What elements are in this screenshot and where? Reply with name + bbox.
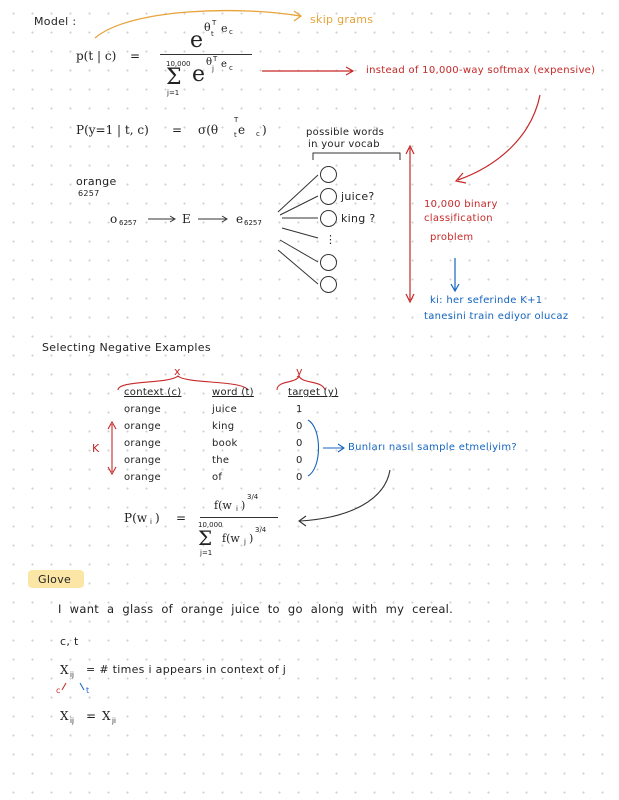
softmax-den-theta-j: j xyxy=(212,65,214,73)
pw-lhs: P(w xyxy=(124,511,148,525)
row-word: book xyxy=(212,438,238,449)
x-label: x xyxy=(174,365,181,378)
softmax-equals: = xyxy=(130,49,141,63)
negative-examples-heading: Selecting Negative Examples xyxy=(42,341,211,354)
embedding-vector-e: e xyxy=(236,212,244,226)
vocab-ellipsis: ⋮ xyxy=(325,233,336,246)
sigmoid-rhs-c: c xyxy=(256,130,260,138)
turkish-note-line2: tanesini train ediyor olucaz xyxy=(424,311,569,322)
pw-sum-bottom: j=1 xyxy=(200,549,213,557)
glove-sentence: I want a glass of orange juice to go along with my cereal. xyxy=(58,602,454,616)
pw-denominator-close: ) xyxy=(249,532,254,545)
softmax-sum-symbol: Σ xyxy=(166,65,182,90)
juice-label: juice? xyxy=(341,190,375,203)
softmax-num-theta-t: t xyxy=(211,30,214,38)
softmax-den-theta-T: T xyxy=(213,55,218,63)
pw-sum-symbol: Σ xyxy=(198,526,213,550)
skip-grams-note: skip grams xyxy=(310,13,374,26)
softmax-den-c: c xyxy=(229,64,233,72)
c-mark: c xyxy=(56,686,61,695)
model-heading: Model : xyxy=(34,15,77,28)
xij-definition: = # times i appears in context of j xyxy=(86,663,287,676)
softmax-sum-bottom: j=1 xyxy=(167,89,180,97)
pw-numerator-close: ) xyxy=(241,499,246,512)
output-node-6 xyxy=(320,276,337,293)
sigmoid-rhs: σ(θ xyxy=(198,123,219,137)
sigmoid-rhs-e: e xyxy=(238,123,246,137)
in-vocab-label: in your vocab xyxy=(308,139,380,150)
sigmoid-equals: = xyxy=(172,123,183,137)
output-node-king xyxy=(320,210,337,227)
row-word: the xyxy=(212,455,230,466)
softmax-sum-top: 10,000 xyxy=(166,60,191,68)
row-context: orange xyxy=(124,472,161,483)
row-target: 0 xyxy=(296,438,303,449)
softmax-denominator-e: e xyxy=(192,62,206,87)
possible-words-label: possible words xyxy=(306,127,385,138)
xij-sub: ij xyxy=(70,671,74,679)
pw-lhs-sub: i xyxy=(150,518,152,526)
softmax-fraction-line xyxy=(160,54,252,55)
instead-note: instead of 10,000-way softmax (expensive) xyxy=(366,65,596,76)
sym-lhs: X xyxy=(60,709,69,723)
row-target: 0 xyxy=(296,472,303,483)
sample-question: Bunları nasıl sample etmeliyim? xyxy=(348,442,518,453)
embedding-vector-sub: 6257 xyxy=(244,219,262,227)
row-word: king xyxy=(212,421,235,432)
pw-lhs-close: ) xyxy=(155,511,160,525)
binary-note-line1: 10,000 binary xyxy=(424,199,498,210)
softmax-num-c: c xyxy=(229,28,233,36)
pw-fraction-line xyxy=(200,517,278,518)
row-context: orange xyxy=(124,404,161,415)
row-word: juice xyxy=(212,404,238,415)
row-target: 1 xyxy=(296,404,303,415)
pw-equals: = xyxy=(176,511,187,525)
xij-symbol: X xyxy=(60,663,69,677)
t-mark: t xyxy=(86,686,90,695)
orange-word: orange xyxy=(76,175,117,188)
sym-lhs-sub: ij xyxy=(70,717,74,725)
row-context: orange xyxy=(124,438,161,449)
pw-numerator-sub: i xyxy=(236,505,238,513)
row-context: orange xyxy=(124,421,161,432)
col-word: word (t) xyxy=(212,387,254,398)
sigmoid-rhs-sup: T xyxy=(234,116,239,124)
softmax-numerator-e: e xyxy=(190,28,204,53)
col-context: context (c) xyxy=(124,387,182,398)
one-hot-o: o xyxy=(110,212,118,226)
sym-equals: = xyxy=(86,709,97,723)
y-label: y xyxy=(296,365,303,378)
turkish-note-line1: ki: her seferinde K+1 xyxy=(430,295,543,306)
softmax-den-theta: θ xyxy=(206,57,213,68)
softmax-num-theta-T: T xyxy=(212,19,217,27)
softmax-lhs: p(t | c) xyxy=(76,49,117,63)
binary-note-line2: classification xyxy=(424,213,493,224)
pw-denominator-sub: j xyxy=(244,538,246,546)
output-node-1 xyxy=(320,166,337,183)
one-hot-o-sub: 6257 xyxy=(119,219,137,227)
col-target: target (y) xyxy=(288,387,339,398)
sigmoid-lhs: P(y=1 | t, c) xyxy=(76,123,149,137)
king-label: king ? xyxy=(341,212,376,225)
sym-rhs-sub: ji xyxy=(112,717,116,725)
softmax-den-e: e xyxy=(221,59,227,70)
sym-rhs: X xyxy=(102,709,111,723)
row-context: orange xyxy=(124,455,161,466)
output-node-juice xyxy=(320,188,337,205)
embedding-matrix-E: E xyxy=(182,212,191,226)
pw-sum-top: 10,000 xyxy=(198,521,223,529)
binary-note-line3: problem xyxy=(430,232,474,243)
k-label: K xyxy=(92,442,100,455)
row-word: of xyxy=(212,472,223,483)
softmax-num-theta: θ xyxy=(204,21,211,34)
row-target: 0 xyxy=(296,421,303,432)
sigmoid-rhs-sub: t xyxy=(234,131,237,139)
pw-denominator: f(w xyxy=(222,532,240,545)
pw-numerator: f(w xyxy=(214,499,232,512)
orange-index: 6257 xyxy=(78,189,100,198)
sigmoid-rhs-close: ) xyxy=(262,123,267,137)
glove-heading: Glove xyxy=(38,573,72,586)
pw-denominator-exp: 3/4 xyxy=(255,526,267,534)
glove-ct: c, t xyxy=(60,635,79,648)
row-target: 0 xyxy=(296,455,303,466)
pw-numerator-exp: 3/4 xyxy=(247,493,259,501)
softmax-num-e: e xyxy=(221,22,228,35)
output-node-5 xyxy=(320,254,337,271)
